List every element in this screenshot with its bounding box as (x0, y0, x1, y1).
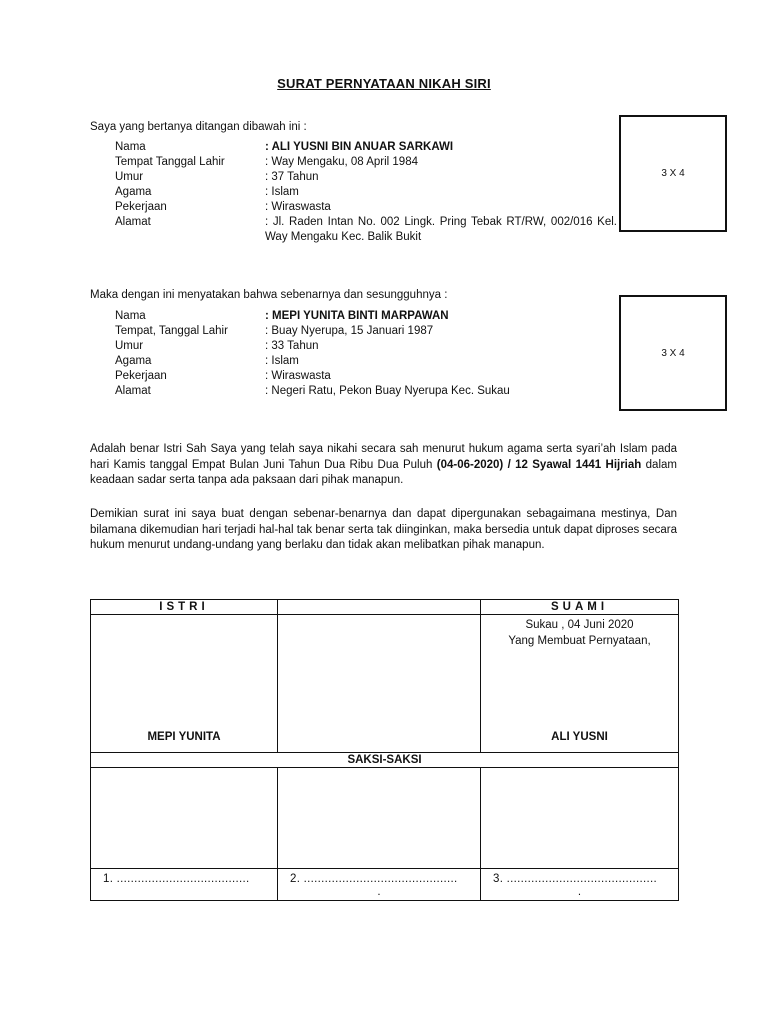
witness-3-signature-cell (481, 768, 679, 869)
witness-header: SAKSI-SAKSI (91, 753, 679, 768)
witness-3-name-cell (481, 869, 679, 901)
witness-1-name-cell (91, 869, 278, 901)
field-value: : Islam (265, 186, 299, 198)
field-label: Pekerjaan (115, 201, 167, 213)
middle-column-header (278, 600, 481, 615)
witness-2-signature-cell (278, 768, 481, 869)
field-label: Umur (115, 171, 144, 183)
field-value: : Negeri Ratu, Pekon Buay Nyerupa Kec. Sukau (265, 385, 510, 397)
witness-3-tail: . (577, 886, 582, 898)
husband-signature-cell (481, 615, 679, 753)
husband-field-address: : Jl. Raden Intan No. 002 Lingk. Pring Tebak RT/RW, 002/016 Kel. Way Mengaku Kec. Balik Bukit (265, 216, 617, 243)
place-date: Sukau , 04 Juni 2020 (525, 619, 634, 631)
witness-2-name-cell (278, 869, 481, 901)
field-value: : Buay Nyerupa, 15 Januari 1987 (265, 325, 434, 337)
husband-photo-label: 3 X 4 (661, 168, 685, 179)
wife-intro: Maka dengan ini menyatakan bahwa sebenarnya dan sesungguhnya : (90, 289, 448, 301)
field-label: Agama (115, 355, 152, 367)
field-value: : MEPI YUNITA BINTI MARPAWAN (265, 310, 449, 322)
wife-signature-cell (91, 615, 278, 753)
field-label: Agama (115, 186, 152, 198)
wife-photo-box (619, 295, 727, 411)
husband-signature-name: ALI YUSNI (551, 731, 608, 743)
wife-photo-label: 3 X 4 (661, 347, 685, 359)
document-title: SURAT PERNYATAAN NIKAH SIRI (277, 76, 491, 91)
wife-signature-name: MEPI YUNITA (147, 731, 221, 743)
field-label: Alamat (115, 385, 151, 397)
statement-paragraph (90, 442, 677, 489)
husband-photo-box (619, 115, 727, 232)
field-value: : Wiraswasta (265, 201, 331, 213)
middle-signature-cell (278, 615, 481, 753)
field-label: Umur (115, 340, 144, 352)
field-value: : Way Mengaku, 08 April 1984 (265, 156, 418, 168)
field-value: : Islam (265, 355, 299, 367)
statement-date-bold: (04-06-2020) / 12 Syawal 1441 Hijriah (436, 458, 642, 471)
field-value: : ALI YUSNI BIN ANUAR SARKAWI (265, 141, 454, 153)
field-label: Nama (115, 141, 146, 153)
witness-2-tail: . (377, 886, 381, 898)
witness-2-line: 2. ............................................ (290, 873, 458, 885)
husband-intro: Saya yang bertanya ditangan dibawah ini : (90, 121, 307, 133)
field-label: Tempat, Tanggal Lahir (115, 325, 228, 337)
maker-label: Yang Membuat Pernyataan, (508, 635, 651, 647)
statement-text-a: Adalah benar Istri Sah Saya yang telah saya nikahi secara sah menurut hukum agama serta syari’ah Islam pada hari Kamis tanggal Empat Bulan Juni Tahun Dua Ribu Dua Puluh (90, 443, 677, 471)
witness-3-line: 3. ........................................... (493, 873, 657, 885)
closing-paragraph: Demikian surat ini saya buat dengan sebenar-benarnya dan dapat dipergunakan sebagaimana mestinya, Dan bilamana dikemudian hari terjadi hal-hal tak benar serta tak diinginkan, maka bersedia untuk dapat diproses secara hukum menurut undang-undang yang berlaku dan tidak akan melibatkan pihak manapun. (90, 508, 677, 551)
field-label: Alamat (115, 216, 151, 228)
field-label: Pekerjaan (115, 370, 167, 382)
field-value: : 37 Tahun (265, 171, 319, 183)
field-label: Tempat Tanggal Lahir (115, 156, 225, 168)
signature-table (90, 599, 679, 901)
field-value: : Wiraswasta (265, 370, 331, 382)
statement-text-c: dalam keadaan sadar serta tanpa ada paksaan dari pihak manapun. (90, 458, 677, 486)
field-label: Nama (115, 310, 146, 322)
husband-column-header: SUAMI (481, 600, 679, 615)
witness-1-line: 1. ...................................... (103, 873, 250, 885)
wife-column-header: ISTRI (91, 600, 278, 615)
field-value: : 33 Tahun (265, 340, 319, 352)
witness-1-signature-cell (91, 768, 278, 869)
